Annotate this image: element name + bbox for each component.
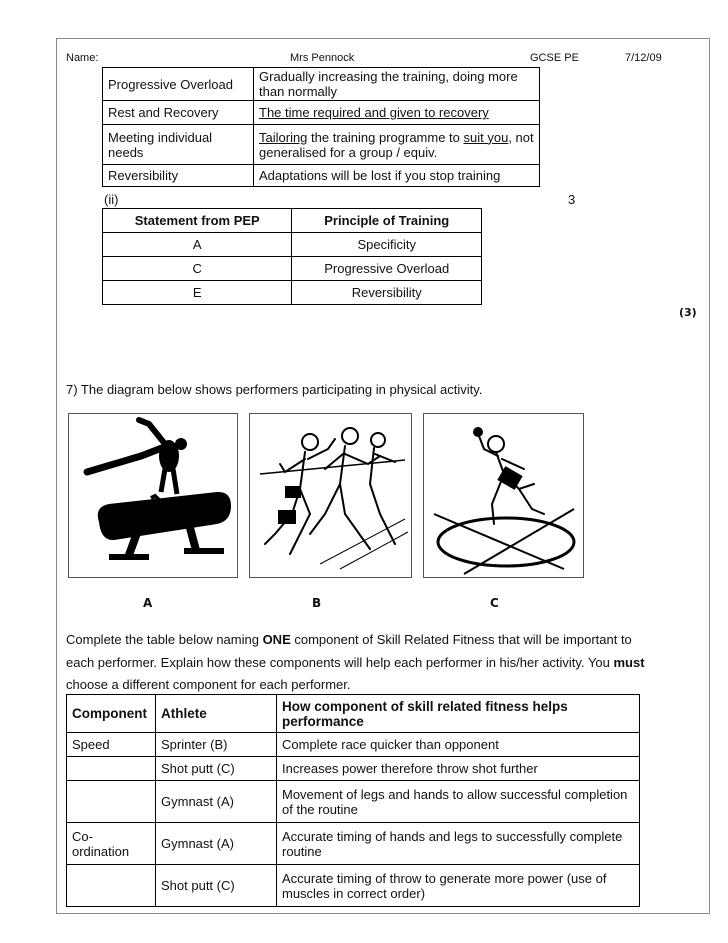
question-7: 7) The diagram below shows performers participating in physical activity. [66,382,483,397]
component-cell: Co-ordination [67,823,156,865]
component-cell [67,781,156,823]
definition-underlined: Tailoring [259,129,308,145]
part-ii-label: (ii) [104,192,119,207]
table-row [103,233,482,257]
table-row [103,281,482,305]
instruction-line-2 [66,655,645,670]
figure-label-b: B [312,596,322,610]
statement-cell: C [103,257,292,281]
table-row [67,733,640,757]
definition-cell: Gradually increasing the training, doing more than normally [254,68,540,101]
instruction-line-3: choose a different component for each performer. [66,677,351,692]
principle-cell: Progressive Overload [103,68,254,101]
column-header: Principle of Training [292,209,482,233]
athlete-cell: Shot putt (C) [156,757,277,781]
table-row [67,865,640,907]
column-header: Athlete [156,695,277,733]
answer-table [66,694,640,907]
definition-cell [254,125,540,165]
principle-cell: Progressive Overload [292,257,482,281]
figure-shot-putter [423,413,584,578]
table-row [103,125,540,165]
instruction-text: each performer. Explain how these components will help each performer in his/her activity. You [66,655,614,670]
explanation-cell: Complete race quicker than opponent [277,733,640,757]
column-header: How component of skill related fitness helps performance [277,695,640,733]
figure-label-a: A [143,596,153,610]
pep-table [102,208,482,305]
component-cell [67,865,156,907]
athlete-cell: Gymnast (A) [156,781,277,823]
principle-cell: Specificity [292,233,482,257]
mark-value: 3 [568,192,576,207]
figure-label-c: C [490,596,499,610]
explanation-cell: Movement of legs and hands to allow successful completion of the routine [277,781,640,823]
principle-cell: Meeting individual needs [103,125,254,165]
athlete-cell: Shot putt (C) [156,865,277,907]
instruction-line-1 [66,632,632,647]
column-header: Component [67,695,156,733]
sprinters-illustration [250,414,411,577]
table-row [67,781,640,823]
date: 7/12/09 [625,52,662,64]
definition-cell: The time required and given to recovery [254,101,540,125]
gymnast-illustration [69,414,237,577]
principles-table [102,67,540,187]
instruction-text: component of Skill Related Fitness that will be important to [290,632,632,647]
principle-cell: Rest and Recovery [103,101,254,125]
explanation-cell: Increases power therefore throw shot further [277,757,640,781]
explanation-cell: Accurate timing of throw to generate more power (use of muscles in correct order) [277,865,640,907]
table-header-row [103,209,482,233]
instruction-emphasis: must [613,655,645,670]
shot-putter-illustration [424,414,583,577]
principle-cell: Reversibility [103,165,254,187]
athlete-cell: Sprinter (B) [156,733,277,757]
teacher-name: Mrs Pennock [290,52,355,64]
name-label: Name: [66,52,99,64]
explanation-cell: Accurate timing of hands and legs to successfully complete routine [277,823,640,865]
table-row [67,823,640,865]
table-row [103,68,540,101]
marks-total: (3) [679,306,697,319]
table-header-row [67,695,640,733]
definition-underlined: suit you [463,129,509,145]
figure-sprinters [249,413,412,578]
table-row [103,165,540,187]
statement-cell: A [103,233,292,257]
instruction-emphasis: ONE [262,632,291,647]
definition-text: , not generalised for a group / equiv. [259,129,534,160]
table-row [103,101,540,125]
definition-cell: Adaptations will be lost if you stop training [254,165,540,187]
figure-gymnast [68,413,238,578]
column-header: Statement from PEP [103,209,292,233]
definition-text: the training programme to [307,129,464,145]
subject: GCSE PE [530,52,579,64]
table-row [67,757,640,781]
component-cell [67,757,156,781]
athlete-cell: Gymnast (A) [156,823,277,865]
principle-cell: Reversibility [292,281,482,305]
table-row [103,257,482,281]
instruction-text: Complete the table below naming [66,632,263,647]
component-cell: Speed [67,733,156,757]
statement-cell: E [103,281,292,305]
